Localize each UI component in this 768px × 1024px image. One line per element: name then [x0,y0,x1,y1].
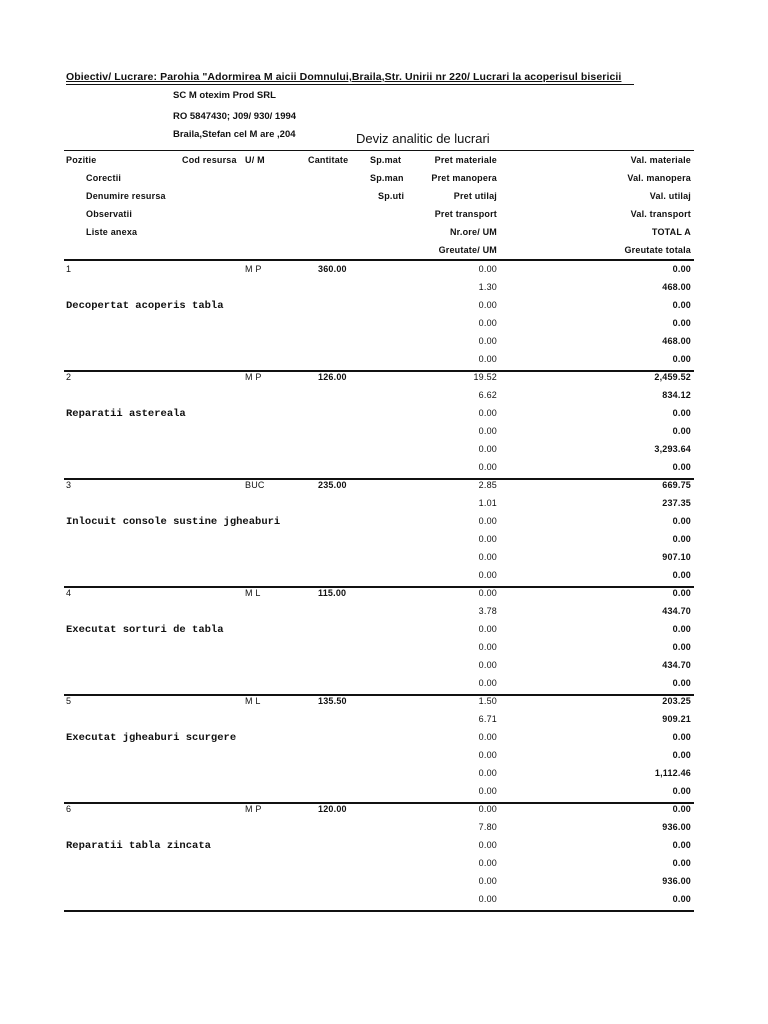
item-name: Decopertat acoperis tabla [66,300,224,312]
col-val-materiale: Val. materiale [630,155,691,165]
item-separator [64,802,694,804]
item-price: 0.00 [478,786,497,796]
item-value: 0.00 [672,642,691,652]
col-greutate-um: Greutate/ UM [438,245,497,255]
item-value: 669.75 [662,480,691,490]
item-price: 3.78 [478,606,497,616]
item-price: 0.00 [478,732,497,742]
item-name: Inlocuit console sustine jgheaburi [66,516,281,528]
item-name: Executat jgheaburi scurgere [66,732,237,744]
item-value: 936.00 [662,876,691,886]
item-price: 1.50 [478,696,497,706]
item-separator [64,694,694,696]
item-unit: M L [245,696,261,706]
item-price: 7.80 [478,822,497,832]
item-value: 0.00 [672,804,691,814]
col-corectii: Corectii [86,173,122,183]
item-separator [64,910,694,912]
item-value: 1,112.46 [654,768,691,778]
item-price: 0.00 [478,264,497,274]
item-price: 2.85 [478,480,497,490]
item-value: 0.00 [672,462,691,472]
col-sp-man: Sp.man [370,173,404,183]
item-price: 0.00 [478,660,497,670]
item-quantity: 120.00 [318,804,347,814]
item-price: 0.00 [478,804,497,814]
item-price: 0.00 [478,840,497,850]
item-quantity: 360.00 [318,264,347,274]
item-value: 834.12 [662,390,691,400]
item-value: 434.70 [662,660,691,670]
col-val-transport: Val. transport [630,209,691,219]
item-value: 0.00 [672,840,691,850]
col-pret-materiale: Pret materiale [434,155,497,165]
item-price: 0.00 [478,462,497,472]
item-separator [64,370,694,372]
item-value: 2,459.52 [654,372,691,382]
item-value: 907.10 [662,552,691,562]
col-val-manopera: Val. manopera [627,173,691,183]
firm-address: Braila,Stefan cel M are ,204 [173,129,296,140]
item-price: 0.00 [478,570,497,580]
col-val-utilaj: Val. utilaj [649,191,691,201]
col-pozitie: Pozitie [66,155,97,165]
item-value: 0.00 [672,858,691,868]
item-price: 1.30 [478,282,497,292]
document-title: Deviz analitic de lucrari [356,131,490,146]
item-value: 0.00 [672,786,691,796]
item-value: 909.21 [662,714,691,724]
item-value: 0.00 [672,588,691,598]
item-value: 468.00 [662,282,691,292]
col-observatii: Observatii [86,209,133,219]
item-price: 0.00 [478,876,497,886]
item-value: 0.00 [672,894,691,904]
col-pret-transport: Pret transport [434,209,497,219]
item-value: 3,293.64 [654,444,691,454]
item-unit: M P [245,804,262,814]
col-liste: Liste anexa [86,227,138,237]
item-price: 1.01 [478,498,497,508]
firm-name: SC M otexim Prod SRL [173,90,276,101]
item-price: 0.00 [478,750,497,760]
col-sp-mat: Sp.mat [370,155,402,165]
col-pret-manopera: Pret manopera [431,173,497,183]
item-value: 0.00 [672,408,691,418]
item-name: Executat sorturi de tabla [66,624,224,636]
item-quantity: 115.00 [318,588,347,598]
item-value: 434.70 [662,606,691,616]
item-price: 0.00 [478,858,497,868]
item-price: 0.00 [478,300,497,310]
item-value: 0.00 [672,516,691,526]
firm-registration: RO 5847430; J09/ 930/ 1994 [173,111,297,122]
col-nr-ore: Nr.ore/ UM [449,227,497,237]
item-value: 0.00 [672,570,691,580]
col-um: U/ M [245,155,265,165]
col-cantitate: Cantitate [308,155,349,165]
item-value: 0.00 [672,426,691,436]
title-underline [66,84,634,85]
item-value: 0.00 [672,624,691,634]
item-separator [64,586,694,588]
item-value: 0.00 [672,678,691,688]
item-unit: BUC [245,480,265,490]
item-price: 0.00 [478,336,497,346]
col-total: TOTAL A [651,227,691,237]
item-name: Reparatii astereala [66,408,186,420]
item-value: 0.00 [672,534,691,544]
item-value: 0.00 [672,300,691,310]
item-price: 0.00 [478,318,497,328]
item-value: 0.00 [672,318,691,328]
item-price: 0.00 [478,894,497,904]
objective-title: Obiectiv/ Lucrare: Parohia "Adormirea M aicii Domnului,Braila,Str. Unirii nr 220/ Lucrari la acoperisul bisericii [66,71,622,83]
item-price: 0.00 [478,552,497,562]
header-bottom-rule [64,259,694,261]
col-pret-utilaj: Pret utilaj [453,191,497,201]
item-price: 0.00 [478,426,497,436]
item-price: 0.00 [478,444,497,454]
item-price: 0.00 [478,408,497,418]
item-separator [64,478,694,480]
col-sp-uti: Sp.uti [378,191,405,201]
item-quantity: 235.00 [318,480,347,490]
item-quantity: 135.50 [318,696,347,706]
item-position: 4 [66,588,72,598]
item-price: 0.00 [478,768,497,778]
item-price: 0.00 [478,588,497,598]
item-price: 0.00 [478,678,497,688]
item-price: 0.00 [478,354,497,364]
item-value: 936.00 [662,822,691,832]
col-cod-resursa: Cod resursa [182,155,237,165]
item-position: 5 [66,696,72,706]
item-name: Reparatii tabla zincata [66,840,211,852]
item-position: 1 [66,264,72,274]
item-value: 0.00 [672,732,691,742]
item-unit: M L [245,588,261,598]
item-value: 0.00 [672,354,691,364]
item-quantity: 126.00 [318,372,347,382]
item-price: 6.62 [478,390,497,400]
item-value: 237.35 [662,498,691,508]
header-top-rule [64,150,694,151]
col-denumire: Denumire resursa [86,191,166,201]
item-price: 6.71 [478,714,497,724]
item-value: 0.00 [672,750,691,760]
item-position: 6 [66,804,72,814]
item-price: 0.00 [478,534,497,544]
item-value: 0.00 [672,264,691,274]
item-price: 0.00 [478,642,497,652]
item-position: 3 [66,480,72,490]
item-unit: M P [245,264,262,274]
item-price: 0.00 [478,516,497,526]
item-value: 468.00 [662,336,691,346]
item-unit: M P [245,372,262,382]
item-price: 19.52 [473,372,497,382]
item-value: 203.25 [662,696,691,706]
item-position: 2 [66,372,72,382]
item-price: 0.00 [478,624,497,634]
col-greutate-totala: Greutate totala [624,245,691,255]
